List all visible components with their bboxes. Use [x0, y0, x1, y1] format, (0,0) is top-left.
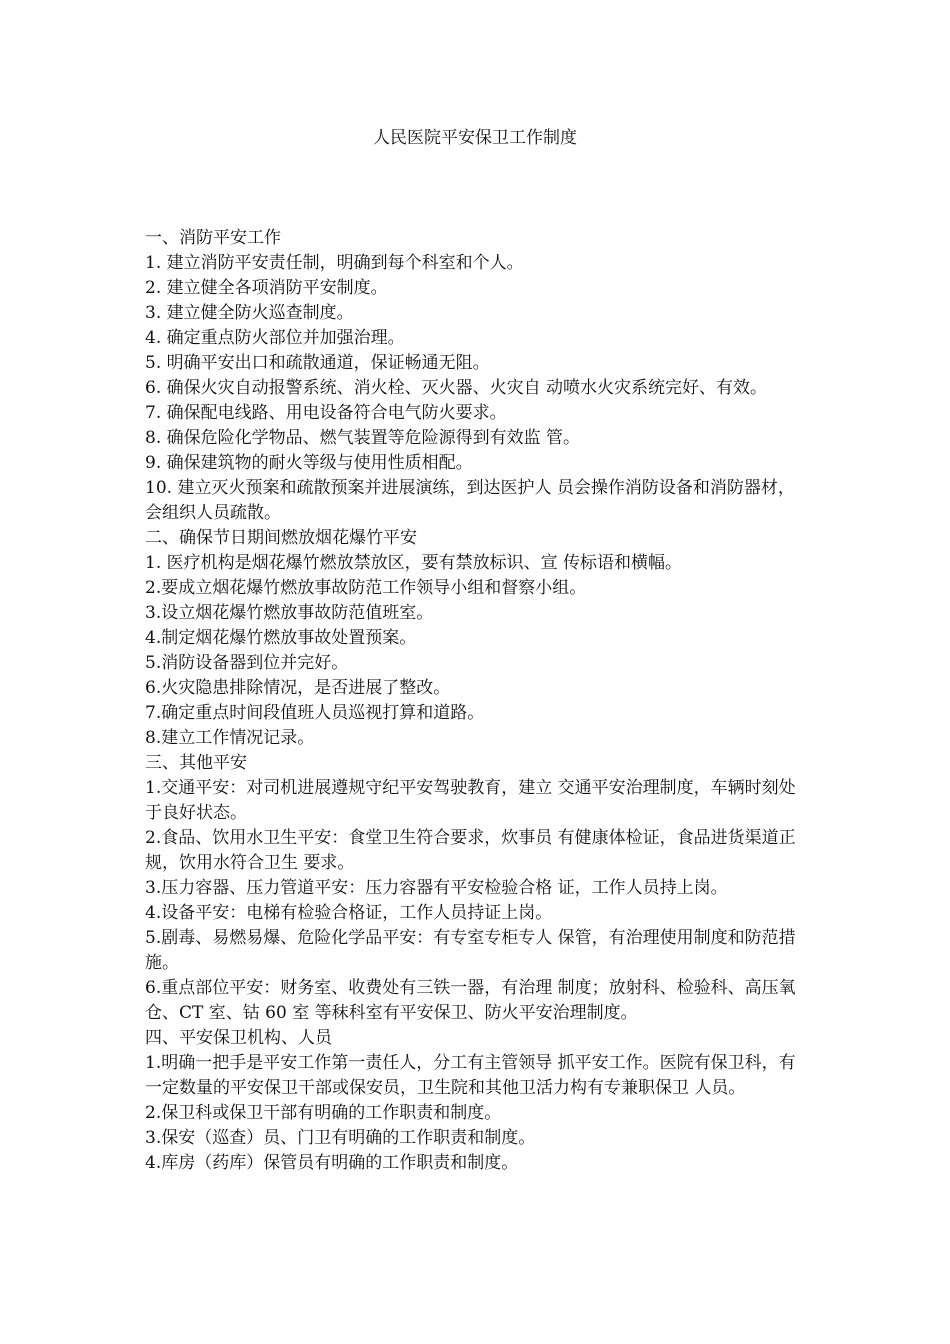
list-item: 4.制定烟花爆竹燃放事故处置预案。: [145, 628, 417, 648]
list-item: 3.压力容器、压力管道平安：压力容器有平安检验合格 证，工作人员持上岗。: [145, 878, 728, 898]
document-body: [145, 226, 805, 1176]
list-item: 7. 确保配电线路、用电设备符合电气防火要求。: [145, 403, 507, 423]
document-title: 人民医院平安保卫工作制度: [373, 128, 577, 148]
list-item: 6.重点部位平安：财务室、收费处有三铁一器，有治理 制度；放射科、检验科、高压氧仓、CT 室、钴 60 室 等秣科室有平安保卫、防火平安治理制度。: [145, 978, 796, 1023]
list-item: 5. 明确平安出口和疏散通道，保证畅通无阻。: [145, 353, 490, 373]
list-item: 2.食品、饮用水卫生平安：食堂卫生符合要求，炊事员 有健康体检证，食品进货渠道正规，饮用水符合卫生 要求。: [145, 828, 796, 873]
list-item: 1.交通平安：对司机进展遵规守纪平安驾驶教育，建立 交通平安治理制度，车辆时刻处于良好状态。: [145, 778, 796, 823]
list-item: 4.设备平安：电梯有检验合格证，工作人员持证上岗。: [145, 903, 553, 923]
list-item: 6. 确保火灾自动报警系统、消火栓、灭火器、火灾自 动喷水火灾系统完好、有效。: [145, 378, 768, 398]
list-item: 2.保卫科或保卫干部有明确的工作职责和制度。: [145, 1103, 502, 1123]
list-item: 3.设立烟花爆竹燃放事故防范值班室。: [145, 603, 434, 623]
list-item: 4.库房（药库）保管员有明确的工作职责和制度。: [145, 1153, 519, 1173]
list-item: 4. 确定重点防火部位并加强治理。: [145, 328, 405, 348]
list-item: 1. 医疗机构是烟花爆竹燃放禁放区，要有禁放标识、宣 传标语和横幅。: [145, 553, 683, 573]
section-heading: 一、消防平安工作: [145, 228, 281, 248]
list-item: 1.明确一把手是平安工作第一责任人，分工有主管领导 抓平安工作。医院有保卫科，有一定数量的平安保卫干部或保安员，卫生院和其他卫活力构有专兼职保卫 人员。: [145, 1053, 796, 1098]
section-heading: 三、其他平安: [145, 753, 247, 773]
list-item: 8.建立工作情况记录。: [145, 728, 315, 748]
list-item: 8. 确保危险化学物品、燃气装置等危险源得到有效监 管。: [145, 428, 581, 448]
list-item: 6.火灾隐患排除情况，是否进展了整改。: [145, 678, 451, 698]
list-item: 5.剧毒、易燃易爆、危险化学品平安：有专室专柜专人 保管，有治理使用制度和防范措施。: [145, 928, 796, 973]
list-item: 7.确定重点时间段值班人员巡视打算和道路。: [145, 703, 485, 723]
list-item: 10. 建立灭火预案和疏散预案并进展演练，到达医护人 员会操作消防设备和消防器材，会组织人员疏散。: [145, 478, 795, 523]
list-item: 3. 建立健全防火巡查制度。: [145, 303, 354, 323]
list-item: 2. 建立健全各项消防平安制度。: [145, 278, 388, 298]
list-item: 1. 建立消防平安责任制，明确到每个科室和个人。: [145, 253, 524, 273]
list-item: 5.消防设备器到位并完好。: [145, 653, 349, 673]
list-item: 9. 确保建筑物的耐火等级与使用性质相配。: [145, 453, 473, 473]
list-item: 2.要成立烟花爆竹燃放事故防范工作领导小组和督察小组。: [145, 578, 587, 598]
section-heading: 四、平安保卫机构、人员: [145, 1028, 332, 1048]
list-item: 3.保安（巡查）员、门卫有明确的工作职责和制度。: [145, 1128, 536, 1148]
section-heading: 二、确保节日期间燃放烟花爆竹平安: [145, 528, 417, 548]
